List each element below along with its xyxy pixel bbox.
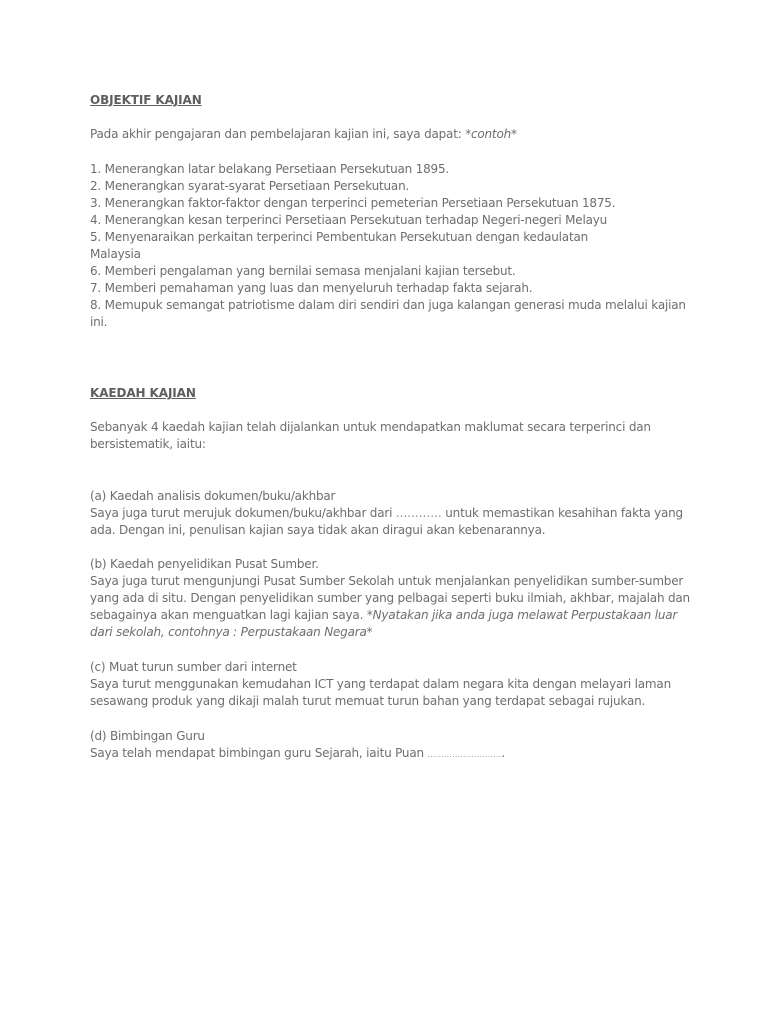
list-item: 6. Memberi pengalaman yang bernilai semasa menjalani kajian tersebut. [90, 264, 516, 278]
list-item: 4. Menerangkan kesan terperinci Persetiaan Persekutuan terhadap Negeri-negeri Melayu [90, 213, 608, 227]
objektif-intro-text: Pada akhir pengajaran dan pembelajaran kajian ini, saya dapat: [90, 127, 466, 141]
kaedah-b [90, 556, 690, 641]
kaedah-a-line [90, 505, 690, 522]
kaedah-b-line: Saya juga turut mengunjungi Pusat Sumber Sekolah untuk menjalankan penyelidikan sumber-sumber [90, 574, 684, 588]
kaedah-d-text: . [501, 746, 505, 760]
kaedah-c [90, 659, 690, 710]
kaedah-b-text: sebagainya akan menguatkan lagi kajian saya. [90, 608, 367, 622]
kaedah-c-line: Saya turut menggunakan kemudahan ICT yang terdapat dalam negara kita dengan melayari laman [90, 677, 671, 691]
kaedah-a-line: ada. Dengan ini, penulisan kajian saya tidak akan diragui akan kebenarannya. [90, 523, 546, 537]
list-item: ini. [90, 315, 108, 329]
kaedah-d-line [90, 745, 690, 763]
kaedah-d [90, 728, 690, 763]
kaedah-a [90, 488, 690, 539]
list-item: Malaysia [90, 247, 141, 261]
kaedah-c-title: (c) Muat turun sumber dari internet [90, 660, 297, 674]
kaedah-d-title: (d) Bimbingan Guru [90, 729, 205, 743]
list-item: 8. Memupuk semangat patriotisme dalam diri sendiri dan juga kalangan generasi muda melalui kajian [90, 298, 686, 312]
kaedah-a-title: (a) Kaedah analisis dokumen/buku/akhbar [90, 489, 336, 503]
kaedah-b-title: (b) Kaedah penyelidikan Pusat Sumber. [90, 557, 319, 571]
kaedah-b-note: dari sekolah, contohnya : Perpustakaan Negara* [90, 625, 373, 639]
objektif-intro-example: *contoh* [465, 127, 517, 141]
objektif-heading: OBJEKTIF KAJIAN [90, 93, 202, 107]
kaedah-c-line: sesawang produk yang dikaji malah turut memuat turun bahan yang terdapat sebagai rujukan. [90, 694, 646, 708]
list-item: 1. Menerangkan latar belakang Persetiaan Persekutuan 1895. [90, 162, 450, 176]
kaedah-b-line [90, 624, 690, 641]
blank-dots: ............ [395, 506, 442, 520]
kaedah-a-text: untuk memastikan kesahihan fakta yang [441, 506, 683, 520]
kaedah-b-line: yang ada di situ. Dengan penyelidikan sumber yang pelbagai seperti buku ilmiah, akhbar, majalah dan [90, 591, 690, 605]
kaedah-b-note: *Nyatakan jika anda juga melawat Perpustakaan luar [366, 608, 678, 622]
list-item: 7. Memberi pemahaman yang luas dan menyeluruh terhadap fakta sejarah. [90, 281, 533, 295]
kaedah-a-text: Saya juga turut merujuk dokumen/buku/akhbar dari [90, 506, 396, 520]
list-item: 2. Menerangkan syarat-syarat Persetiaan Persekutuan. [90, 179, 410, 193]
list-item: 3. Menerangkan faktor-faktor dengan terperinci pemeterian Persetiaan Persekutuan 1875. [90, 196, 616, 210]
kaedah-b-line [90, 607, 690, 624]
kaedah-heading: KAEDAH KAJIAN [90, 386, 196, 400]
kaedah-intro [90, 419, 690, 453]
kaedah-intro-line: Sebanyak 4 kaedah kajian telah dijalankan untuk mendapatkan maklumat secara terperinci dan [90, 420, 651, 434]
blank-dots: ……………………… [427, 750, 502, 759]
list-item: 5. Menyenaraikan perkaitan terperinci Pembentukan Persekutuan dengan kedaulatan [90, 230, 589, 244]
objektif-list [90, 161, 690, 331]
objektif-intro [90, 126, 690, 143]
kaedah-d-text: Saya telah mendapat bimbingan guru Sejarah, iaitu Puan [90, 746, 428, 760]
kaedah-intro-line: bersistematik, iaitu: [90, 437, 206, 451]
